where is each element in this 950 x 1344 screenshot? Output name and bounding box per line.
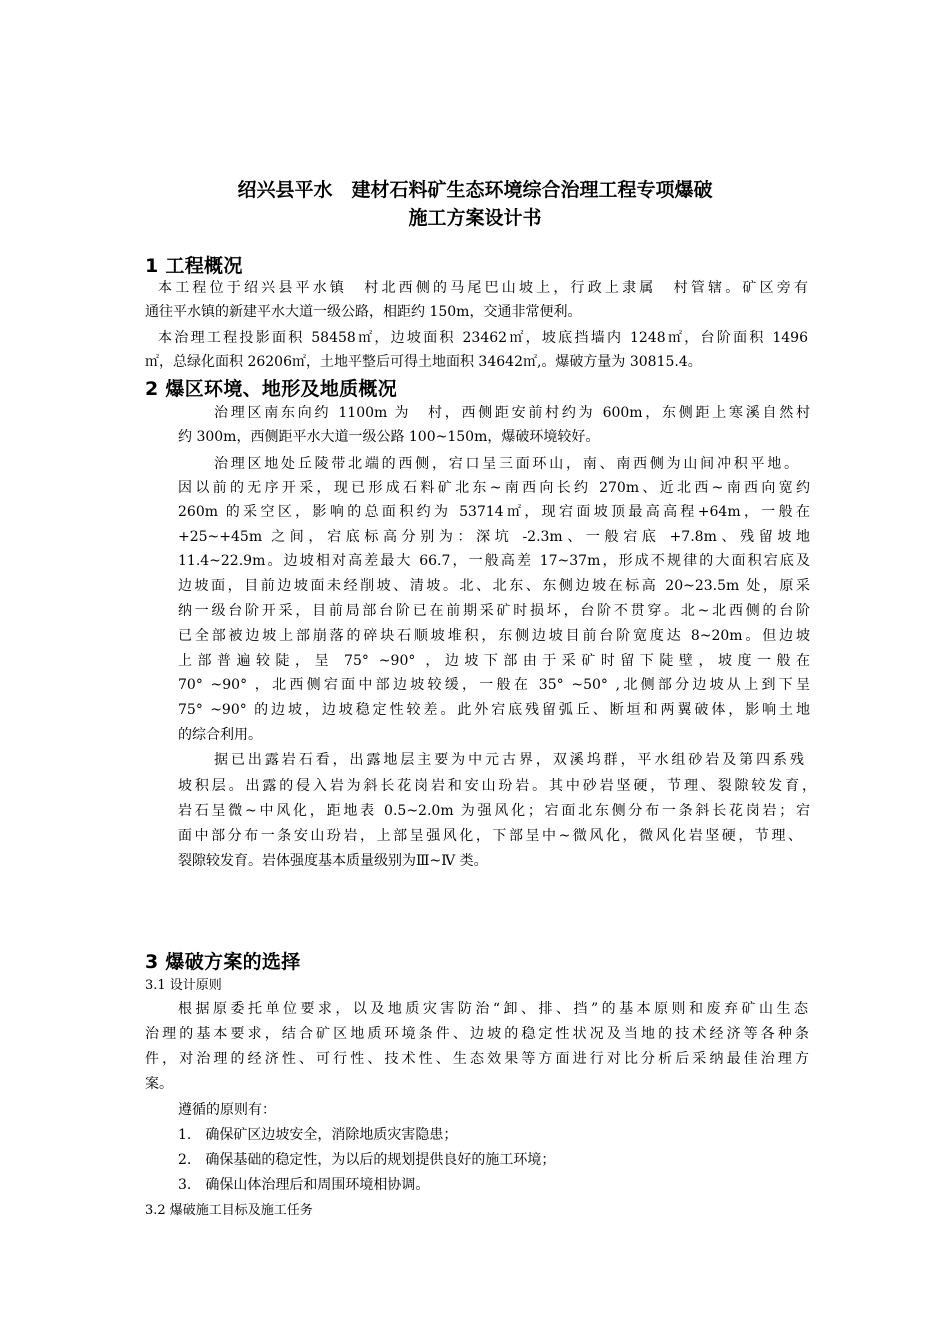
list-item: 2. 确保基础的稳定性，为以后的规划提供良好的施工环境； [178,1152,556,1168]
paragraph-line: 11.4~22.9m。边坡相对高差最大 66.7，一般高差 17~37m，形成不规律的大面积宕底及 [178,553,810,569]
paragraph-line: 本治理工程投影面积 58458㎡，边坡面积 23462㎡，坡底挡墙内 1248㎡，台阶面积 1496 [158,330,808,346]
paragraph-line: 案。 [145,1076,173,1092]
paragraph-line: 根据原委托单位要求，以及地质灾害防治“卸、排、挡”的基本原则和废弃矿山生态 [178,1001,808,1017]
paragraph-line: 岩石呈微~中风化，距地表 0.5~2.0m 为强风化；宕面北东侧分布一条斜长花岗岩；宕 [178,803,810,819]
paragraph-line: 面中部分布一条安山玢岩，上部呈强风化，下部呈中~微风化，微风化岩坚硬，节理、 [178,828,802,844]
paragraph-line: 治理的基本要求，结合矿区地质环境条件、边坡的稳定性状况及当地的技术经济等各种条 [145,1026,809,1042]
section-3-heading: 3 爆破方案的选择 [145,951,301,973]
paragraph-line: 的综合利用。 [178,727,262,743]
paragraph-line: 通往平水镇的新建平水大道一级公路，相距约 150m，交通非常便利。 [145,304,582,320]
document-title-line-2: 施工方案设计书 [408,207,542,229]
paragraph-line: 治理区南东向约 1100m 为 村，西侧距安前村约为 600m，东侧距上寒溪自然村 [214,405,810,421]
paragraph-line: 遵循的原则有： [178,1102,276,1118]
section-1-heading: 1 工程概况 [145,255,243,277]
paragraph-line: 件，对治理的经济性、可行性、技术性、生态效果等方面进行对比分析后采纳最佳治理方 [145,1051,809,1067]
document-title-line-1: 绍兴县平水 建材石料矿生态环境综合治理工程专项爆破 [237,179,713,201]
list-item: 1. 确保矿区边坡安全，消除地质灾害隐患； [178,1127,458,1143]
paragraph-line: 75° ~90° 的边坡，边坡稳定性较差。此外宕底残留弧丘、断垣和两翼破体，影响土地 [178,702,810,718]
paragraph-line: 因以前的无序开采，现已形成石料矿北东~南西向长约 270m、近北西~南西向宽约 [178,480,810,496]
subsection-heading: 3.2 爆破施工目标及施工任务 [145,1203,313,1218]
paragraph-line: 70° ~90° ，北西侧宕面中部边坡较缓，一般在 35° ~50° ,北侧部分边坡从上到下呈 [178,677,810,693]
paragraph-line: 已全部被边坡上部崩落的碎块石顺坡堆积，东侧边坡目前台阶宽度达 8~20m。但边坡 [178,628,810,644]
paragraph-line: 纳一级台阶开采，目前局部台阶已在前期采矿时损坏，台阶不贯穿。北~北西侧的台阶 [178,603,810,619]
paragraph-line: +25~+45m 之间，宕底标高分别为：深坑 -2.3m、一般宕底 +7.8m、残留坡地 [178,529,810,545]
section-2-heading: 2 爆区环境、地形及地质概况 [145,378,398,400]
paragraph-line: 约 300m，西侧距平水大道一级公路 100~150m，爆破环境较好。 [178,429,600,445]
paragraph-line: 上部普遍较陡，呈 75° ~90° ，边坡下部由于采矿时留下陡壁，坡度一般在 [178,653,810,669]
paragraph-line: 本工程位于绍兴县平水镇 村北西侧的马尾巴山坡上，行政上隶属 村管辖。矿区旁有 [158,280,808,296]
subsection-heading: 3.1 设计原则 [145,978,222,993]
paragraph-line: 边坡面，目前边坡面未经削坡、清坡。北、北东、东侧边坡在标高 20~23.5m 处，原采 [178,578,810,594]
paragraph-line: ㎡，总绿化面积 26206㎡，土地平整后可得土地面积 34642㎡,。爆破方量为 30815.4。 [145,354,702,370]
paragraph-line: 治理区地处丘陵带北端的西侧，宕口呈三面环山，南、南西侧为山间冲积平地。 [214,456,798,472]
list-item: 3. 确保山体治理后和周围环境相协调。 [178,1177,430,1193]
paragraph-line: 260m 的采空区，影响的总面积约为 53714㎡，现宕面坡顶最高高程+64m，一般在 [178,504,810,520]
paragraph-line: 据已出露岩石看，出露地层主要为中元古界，双溪坞群，平水组砂岩及第四系残 [214,752,804,768]
paragraph-line: 坡积层。出露的侵入岩为斜长花岗岩和安山玢岩。其中砂岩坚硬，节理、裂隙较发育， [178,778,816,794]
paragraph-line: 裂隙较发育。岩体强度基本质量级别为Ⅲ~Ⅳ 类。 [178,853,488,869]
